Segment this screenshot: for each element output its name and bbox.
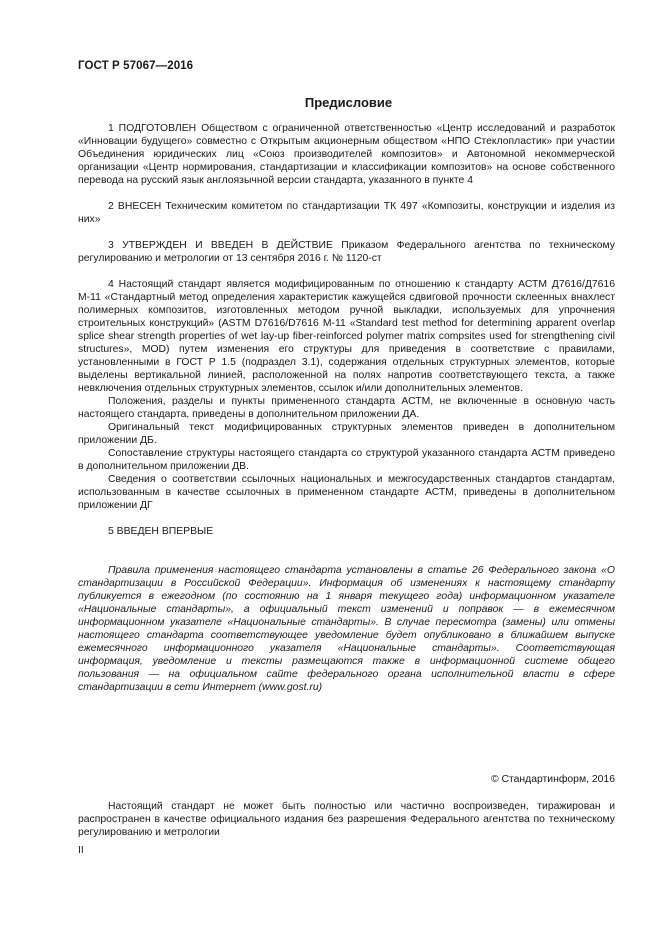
copyright: © Стандартинформ, 2016	[490, 774, 615, 785]
section-3: 3 УТВЕРЖДЕН И ВВЕДЕН В ДЕЙСТВИЕ Приказом Федерального агентства по техническому регулированию и метрологии от 13 сентября 2016 г. № 1120-ст	[78, 240, 615, 264]
section-4-paragraph-2: Положения, разделы и пункты примененного стандарта АСТМ, не включенные в основную часть настоящего стандарта, приведены в дополнительном приложении ДА.	[78, 396, 615, 420]
section-4-paragraph-5: Сведения о соответствии ссылочных национальных и межгосударственных стандартов стандартам, использованным в качестве ссылочных в примененном стандарте АСТМ, приведены в дополнительном приложении ДГ	[78, 474, 615, 511]
document-code: ГОСТ Р 57067—2016	[78, 60, 194, 72]
section-5: 5 ВВЕДЕН ВПЕРВЫЕ	[108, 526, 214, 537]
section-2: 2 ВНЕСЕН Техническим комитетом по стандартизации ТК 497 «Композиты, конструкции и изделия из них»	[78, 201, 615, 225]
section-4-paragraph-3: Оригинальный текст модифицированных структурных элементов приведен в дополнительном приложении ДБ.	[78, 422, 615, 446]
reproduction-notice-block	[78, 800, 615, 839]
page-number: II	[78, 845, 84, 856]
page-title: Предисловие	[304, 95, 393, 110]
section-4-paragraph-4: Сопоставление структуры настоящего стандарта со структурой указанного стандарта АСТМ приведено в дополнительном приложении ДВ.	[78, 448, 615, 472]
section-1: 1 ПОДГОТОВЛЕН Обществом с ограниченной ответственностью «Центр исследований и разработок «Инновации будущего» совместно с Открытым акционерным обществом «НПО Стеклопластик» при участии Объединения юридических лиц «Союз производителей композитов» и Автономной некоммерческой организации «Центр нормирования, стандартизации и классификации композитов» на основе собственного перевода на русский язык англоязычной версии стандарта, указанного в пункте 4	[78, 123, 615, 186]
foreword-body	[78, 122, 615, 694]
section-4: 4 Настоящий стандарт является модифицированным по отношению к стандарту АСТМ Д7616/Д7616 М-11 «Стандартный метод определения характеристик кажущейся сдвиговой прочности склеенных внахлест полимерных композитов, изготовленных методом ручной выкладки, используемых для упрочнения строительных конструкций» (ASTM D7616/D7616 M-11 «Standard test method for determining apparent overlap splice shear strength properties of wet lay-up fiber-reinforced polymer matrix compsites used for strengthening civil structures», MOD) путем изменения его структуры для приведения в соответствие с правилами, установленными в ГОСТ Р 1.5 (подраздел 3.1), содержания отдельных структурных элементов, которые выделены вертикальной линией, расположенной на полях напротив соответствующего текста, а также невключения отдельных структурных элементов, ссылок и/или дополнительных элементов.	[78, 279, 615, 394]
reproduction-notice: Настоящий стандарт не может быть полностью или частично воспроизведен, тиражирован и распространен в качестве официального издания без разрешения Федерального агентства по техническому регулированию и метрологии	[78, 801, 615, 838]
application-rules-notice: Правила применения настоящего стандарта установлены в статье 26 Федерального закона «О стандартизации в Российской Федерации». Информация об изменениях к настоящему стандарту публикуется в ежегодном (по состоянию на 1 января текущего года) информационном указателе «Национальные стандарты», а официальный текст изменений и поправок — в ежемесячном информационном указателе «Национальные стандарты». В случае пересмотра (замены) или отмены настоящего стандарта соответствующее уведомление будет опубликовано в ближайшем выпуске ежемесячного информационного указателя «Национальные стандарты». Соответствующая информация, уведомление и тексты размещаются также в информационной системе общего пользования — на официальном сайте федерального органа исполнительной власти в сфере стандартизации в сети Интернет (www.gost.ru)	[78, 565, 615, 693]
